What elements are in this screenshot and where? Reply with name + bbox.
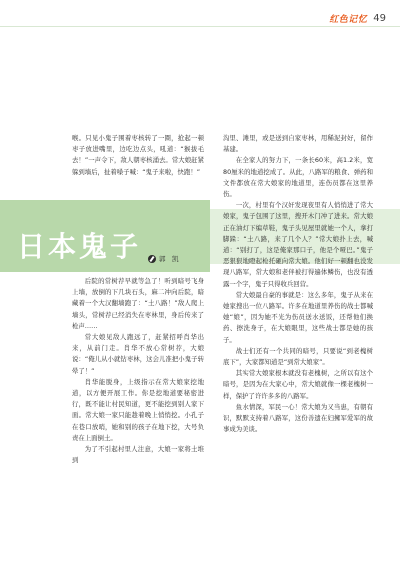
section-mark: 红色记忆 <box>329 15 368 25</box>
header-rule <box>0 26 400 27</box>
page-header <box>329 12 386 25</box>
author-line <box>148 254 179 263</box>
author-name: 郭 凯 <box>159 255 179 263</box>
paragraph: 后院的常树荐早就等急了！听到暗号飞身上墙，放倒的下几块石头，麻二冲向后院，暗藏着一个大汉翻墙跑了：“土八路！”敌人爬上墙头，常树荐已经消失在枣林里，身后传来了枪声…… <box>72 277 204 330</box>
article-title: 日本鬼子 <box>17 230 142 263</box>
paragraph: 常大娘最自豪的事就是：这么多年，鬼子从来在她家搜出一位八路军。许多在地道里养伤的战士都喊她“娘”，因为她不光为伤员送水送饭，还帮他们换药、擦洗身子，在大娘眼里，这些战士都是她的孩子。 <box>223 290 373 344</box>
paragraph: 为了不引起村里人注意，大娘一家将土堆到 <box>72 445 204 465</box>
paragraph: 其实常大娘家根本就没有老槐树，之所以有这个暗号，是因为在大家心中，常大娘就像一棵老槐树一样，保护了许许多多的八路军。 <box>223 369 373 400</box>
paragraph: 沟里、滩里，或是送到自家枣林，用稀泥封好，留作基建。 <box>223 134 373 154</box>
paragraph: 在全家人的努力下，一条长60米，高1.2米，宽80厘米的地道挖成了。从此，八路军的粮食、弹药和文件都放在常大娘家的地道里，连伤员都在这里养伤。 <box>223 156 373 199</box>
paragraph: 常大娘见敌人跑远了，赶紧招呼肖华出来，从前门走。肖华不放心常树荐，大娘说：“俺儿从小就钻枣林，这会儿准把小鬼子转晕了！” <box>72 333 204 375</box>
paragraph: 鱼水情深，军民一心！常大娘为又当患，有朝有识，默默支持着八路军，这份善遗在妇擁军爱军的故事成为美谈。 <box>223 402 373 434</box>
paragraph: 一次，村里有个汉奸发现夜里有人悄悄进了常大娘家，鬼子包围了这里，搜开木门冲了进来。常大娘正在油灯下编草鞋，鬼子头见屋里就她一个人，拿打脚跺：“土八路，来了几个人？”常大娘扑上去，喊道：“别打了，这是俺家那口子，他是个哑巴。”鬼子恶狠狠地瞪起枪托砸向常大娘。他们好一顿翻也没发现八路军，常大娘和老伴被打得遍体鳞伤，也没有透露一个字，鬼子只得收兵回营。 <box>223 201 373 288</box>
left-column-top <box>72 133 204 178</box>
left-column-bottom <box>72 276 204 466</box>
paragraph: 肖华能脱身，上级指示在常大娘家挖地道，以方便开展工作。你是挖地道要秘密进行，既不能让村民知道，更不能挖到别人家下面。常大娘一家只能趁着晚上悄悄挖。小孔子在巷口放哨，她和别的孩子在地下挖，大号负责在上面倒土。 <box>72 377 204 442</box>
right-column <box>223 133 373 435</box>
paragraph: 喉。只见小鬼子围着枣核转了一圈，抢起一顿枣子放进嘴里，边吃边点头，吼道：“猴拔毛去！”一声令下，敌人朝枣核涌去。常大娘赶紧躲到墙后，扯着嗓子喊：“鬼子来啦，快跑！” <box>72 134 204 176</box>
pen-icon <box>148 255 156 263</box>
paragraph: 战士们还有一个共同的暗号，只要说“到老槐树底下”，大家都知道是“到常大娘家”。 <box>223 346 373 367</box>
page-number: 49 <box>373 13 386 24</box>
